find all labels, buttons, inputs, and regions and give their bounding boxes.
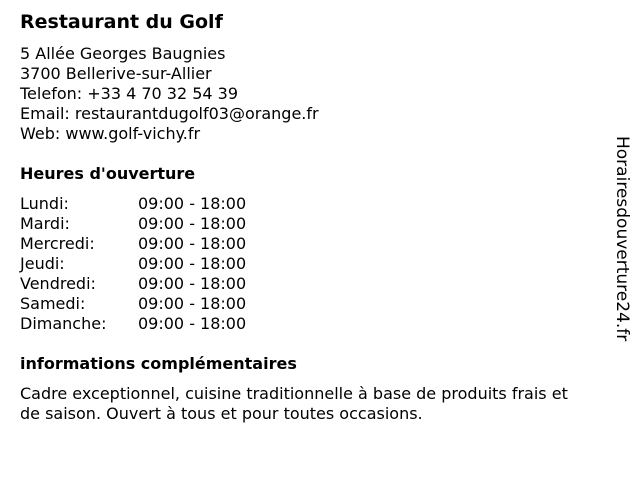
phone-number: Telefon: +33 4 70 32 54 39: [20, 84, 239, 103]
day-label: Mardi:: [20, 214, 70, 233]
opening-hours-heading: Heures d'ouverture: [20, 164, 196, 183]
info-line-1: Cadre exceptionnel, cuisine traditionnelle à base de produits frais et: [20, 384, 568, 403]
additional-info-heading: informations complémentaires: [20, 354, 297, 373]
day-label: Jeudi:: [20, 254, 65, 273]
day-label: Dimanche:: [20, 314, 107, 333]
day-label: Lundi:: [20, 194, 69, 213]
hours-row-saturday: [20, 294, 280, 314]
opening-hours-table: [20, 194, 280, 334]
hours-row-wednesday: [20, 234, 280, 254]
info-line-2: de saison. Ouvert à tous et pour toutes occasions.: [20, 404, 423, 423]
website: Web: www.golf-vichy.fr: [20, 124, 201, 143]
hours-row-sunday: [20, 314, 280, 334]
time-range: 09:00 - 18:00: [138, 194, 247, 213]
watermark-text: Horairesdouverture24.fr: [612, 136, 632, 342]
hours-row-friday: [20, 274, 280, 294]
hours-row-monday: [20, 194, 280, 214]
hours-row-thursday: [20, 254, 280, 274]
time-range: 09:00 - 18:00: [138, 274, 247, 293]
hours-row-tuesday: [20, 214, 280, 234]
time-range: 09:00 - 18:00: [138, 294, 247, 313]
contact-block: [20, 44, 319, 144]
day-label: Samedi:: [20, 294, 86, 313]
day-label: Mercredi:: [20, 234, 95, 253]
time-range: 09:00 - 18:00: [138, 214, 247, 233]
time-range: 09:00 - 18:00: [138, 234, 247, 253]
site-watermark: [612, 136, 632, 372]
time-range: 09:00 - 18:00: [138, 314, 247, 333]
address-street: 5 Allée Georges Baugnies: [20, 44, 226, 63]
address-city: 3700 Bellerive-sur-Allier: [20, 64, 212, 83]
restaurant-name: Restaurant du Golf: [20, 11, 223, 33]
time-range: 09:00 - 18:00: [138, 254, 247, 273]
email-address: Email: restaurantdugolf03@orange.fr: [20, 104, 319, 123]
additional-info-text: [20, 384, 620, 424]
day-label: Vendredi:: [20, 274, 96, 293]
